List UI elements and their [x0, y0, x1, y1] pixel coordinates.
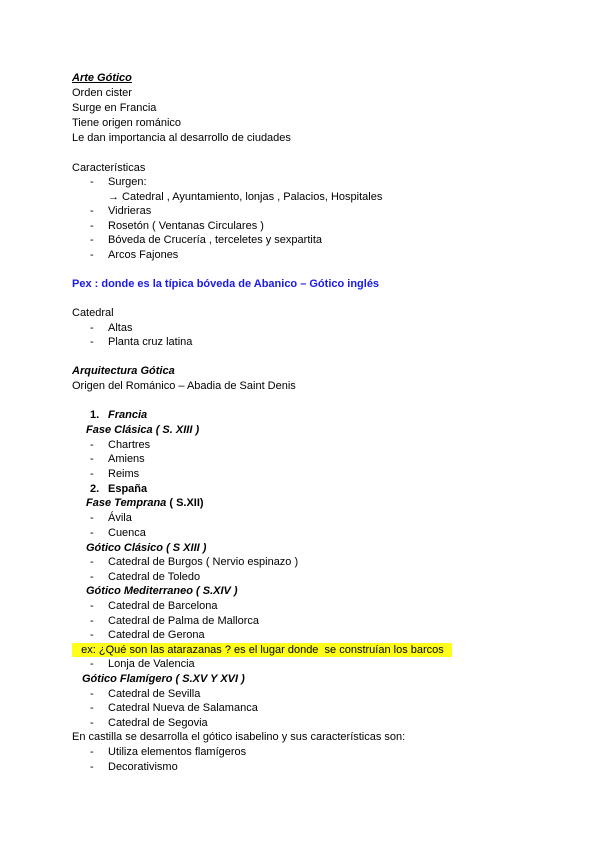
catedral-heading: Catedral	[72, 307, 114, 319]
list-item-text: Utiliza elementos flamígeros	[108, 746, 247, 758]
list-item-text: Decorativismo	[108, 761, 178, 773]
list-item-text: Altas	[108, 322, 133, 334]
list-item	[90, 555, 298, 569]
list-item	[90, 760, 178, 774]
bullet-dash: -	[90, 322, 94, 334]
bullet-dash: -	[90, 468, 94, 480]
bullet-dash: -	[90, 746, 94, 758]
bullet-dash: -	[90, 702, 94, 714]
document-title: Arte Gótico	[72, 72, 132, 84]
bullet-dash: -	[90, 439, 94, 451]
list-item	[90, 701, 258, 715]
intro-line: Le dan importancia al desarrollo de ciudades	[72, 132, 291, 144]
pex-note: Pex : donde es la típica bóveda de Abanico – Gótico inglés	[72, 278, 380, 290]
bullet-dash: -	[90, 453, 94, 465]
bullet-dash: -	[90, 234, 94, 246]
surgen-detail: → Catedral , Ayuntamiento, lonjas , Palacios, Hospitales	[108, 191, 383, 203]
list-item-text: Catedral de Palma de Mallorca	[108, 615, 260, 627]
list-item	[90, 687, 200, 701]
section-label: España	[108, 483, 148, 495]
list-item	[90, 233, 322, 247]
subsection-heading: Gótico Mediterraneo ( S.XIV )	[86, 585, 238, 597]
arq-origin: Origen del Románico – Abadia de Saint Denis	[72, 380, 296, 392]
list-item-text: Ávila	[108, 512, 132, 524]
list-item-text: Catedral de Toledo	[108, 571, 201, 583]
list-item	[90, 438, 150, 452]
list-item-text: Rosetón ( Ventanas Circulares )	[108, 220, 264, 232]
subsection-heading	[86, 423, 199, 437]
section-label: Francia	[108, 409, 148, 421]
list-item	[90, 614, 259, 628]
section-francia	[90, 408, 147, 422]
bullet-dash: -	[90, 717, 94, 729]
list-item-text: Catedral de Gerona	[108, 629, 205, 641]
list-item	[90, 716, 208, 730]
bullet-dash: -	[90, 527, 94, 539]
list-item-text: Vidrieras	[108, 205, 152, 217]
bullet-dash: -	[90, 688, 94, 700]
caracteristicas-heading: Características	[72, 162, 146, 174]
subsection-label: Fase Clásica	[86, 424, 153, 436]
list-item	[90, 219, 264, 233]
list-item-text: Surgen:	[108, 176, 147, 188]
bullet-dash: -	[90, 205, 94, 217]
bullet-dash: -	[90, 761, 94, 773]
list-item	[90, 511, 132, 525]
list-item-text: Lonja de Valencia	[108, 658, 195, 670]
list-item-text: Chartres	[108, 439, 151, 451]
subsection-period: ( S.XII)	[166, 497, 204, 509]
list-item-text: Amiens	[108, 453, 145, 465]
subsection-heading: Gótico Flamígero ( S.XV Y XVI )	[82, 673, 245, 685]
bullet-dash: -	[90, 600, 94, 612]
bullet-dash: -	[90, 336, 94, 348]
list-item-text: Planta cruz latina	[108, 336, 193, 348]
list-item-text: Bóveda de Crucería , terceletes y sexpartita	[108, 234, 322, 246]
list-item	[90, 452, 145, 466]
subsection-heading: Gótico Clásico ( S XIII )	[86, 542, 207, 554]
castilla-line: En castilla se desarrolla el gótico isabelino y sus características son:	[72, 731, 406, 743]
section-number: 2.	[90, 483, 100, 495]
arq-heading: Arquitectura Gótica	[72, 365, 175, 377]
list-item-text: Cuenca	[108, 527, 146, 539]
list-item	[90, 628, 205, 642]
subsection-period: ( S. XIII )	[152, 424, 200, 436]
list-item	[90, 175, 147, 189]
intro-line: Orden cister	[72, 87, 132, 99]
bullet-dash: -	[90, 220, 94, 232]
list-item	[90, 599, 217, 613]
list-item	[90, 657, 195, 671]
highlighted-note: ex: ¿Qué son las atarazanas ? es el lugar donde se construían los barcos	[72, 643, 452, 657]
intro-line: Tiene origen románico	[72, 117, 182, 129]
bullet-dash: -	[90, 249, 94, 261]
list-item	[90, 526, 146, 540]
bullet-dash: -	[90, 176, 94, 188]
list-item	[90, 204, 151, 218]
bullet-dash: -	[90, 658, 94, 670]
list-item-text: Catedral de Barcelona	[108, 600, 218, 612]
bullet-dash: -	[90, 615, 94, 627]
section-number: 1.	[90, 409, 100, 421]
list-item-text: Reims	[108, 468, 140, 480]
list-item	[90, 467, 139, 481]
list-item	[90, 248, 178, 262]
list-item	[90, 335, 192, 349]
list-item	[90, 745, 246, 759]
list-item-text: Catedral Nueva de Salamanca	[108, 702, 258, 714]
list-item-text: Catedral de Segovia	[108, 717, 208, 729]
section-espana	[90, 482, 147, 496]
bullet-dash: -	[90, 571, 94, 583]
intro-line: Surge en Francia	[72, 102, 157, 114]
bullet-dash: -	[90, 629, 94, 641]
list-item-text: Catedral de Sevilla	[108, 688, 201, 700]
subsection-label: Fase Temprana	[86, 497, 167, 509]
subsection-heading	[86, 496, 204, 510]
bullet-dash: -	[90, 556, 94, 568]
bullet-dash: -	[90, 512, 94, 524]
list-item	[90, 321, 132, 335]
list-item	[90, 570, 200, 584]
list-item-text: Catedral de Burgos ( Nervio espinazo )	[108, 556, 299, 568]
list-item-text: Arcos Fajones	[108, 249, 179, 261]
